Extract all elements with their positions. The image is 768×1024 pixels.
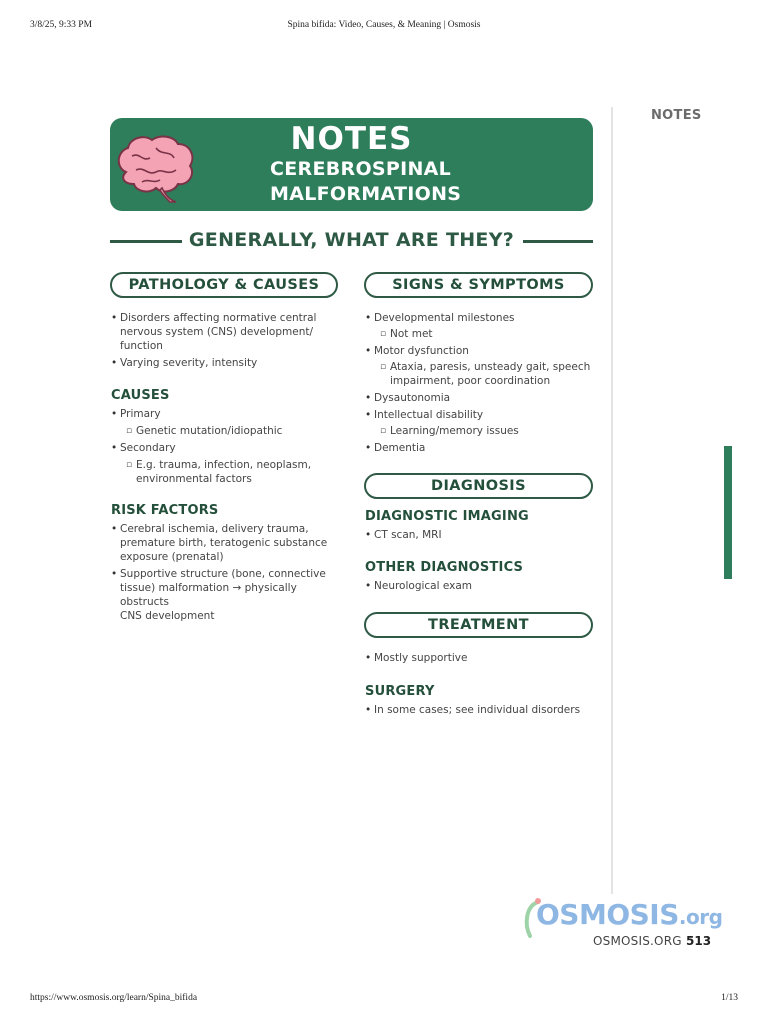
list-subitem: ▫ Not met	[365, 327, 600, 341]
signs-list	[365, 311, 600, 455]
surgery-list	[365, 703, 600, 717]
pathology-causes-pill: PATHOLOGY & CAUSES	[110, 272, 338, 298]
banner-title: NOTES	[290, 121, 413, 157]
list-item: • Motor dysfunction	[365, 344, 600, 358]
side-notes-label: NOTES	[651, 108, 702, 123]
list-subitem: ▫ E.g. trauma, infection, neoplasm, environmental factors	[111, 458, 346, 486]
list-item: • Dysautonomia	[365, 391, 600, 405]
causes-list	[111, 407, 346, 486]
risk-factors-heading: RISK FACTORS	[111, 503, 219, 518]
list-item: • Dementia	[365, 441, 600, 455]
list-item: • Intellectual disability	[365, 408, 600, 422]
list-item: • Cerebral ischemia, delivery trauma, premature birth, teratogenic substance exposure (prenatal)	[111, 522, 346, 564]
banner-subtitle-line2: MALFORMATIONS	[270, 183, 462, 205]
list-item: • CT scan, MRI	[365, 528, 600, 542]
list-item: • In some cases; see individual disorders	[365, 703, 600, 717]
diagnosis-pill: DIAGNOSIS	[364, 473, 593, 499]
imaging-list	[365, 528, 600, 542]
list-subitem: ▫ Ataxia, paresis, unsteady gait, speech impairment, poor coordination	[365, 360, 600, 388]
site-label: OSMOSIS.ORG	[593, 934, 682, 948]
risk-factors-list	[111, 522, 346, 623]
banner-subtitle-line1: CEREBROSPINAL	[270, 158, 452, 180]
notes-banner	[110, 118, 593, 211]
print-url: https://www.osmosis.org/learn/Spina_bifida	[30, 993, 198, 1003]
section-heading	[110, 229, 593, 255]
causes-heading: CAUSES	[111, 388, 170, 403]
pathology-bullets	[111, 311, 346, 370]
list-item: • Mostly supportive	[365, 651, 600, 665]
print-page-title: Spina bifida: Video, Causes, & Meaning | Osmosis	[287, 20, 481, 30]
other-diagnostics-list	[365, 579, 600, 593]
heading-rule-right	[523, 240, 593, 243]
section-heading-text: GENERALLY, WHAT ARE THEY?	[188, 229, 515, 251]
print-datetime: 3/8/25, 9:33 PM	[30, 20, 93, 30]
list-item: • Primary	[111, 407, 346, 421]
column-divider	[611, 107, 613, 894]
treatment-pill: TREATMENT	[364, 612, 593, 638]
list-subitem: ▫ Genetic mutation/idiopathic	[111, 424, 346, 438]
list-item: • Developmental milestones	[365, 311, 600, 325]
side-tab-marker	[724, 446, 732, 579]
diagnostic-imaging-heading: DIAGNOSTIC IMAGING	[365, 509, 529, 524]
banner-subtitle	[270, 157, 461, 207]
print-page-count: 1/13	[721, 993, 738, 1003]
list-item: • Varying severity, intensity	[111, 356, 346, 370]
other-diagnostics-heading: OTHER DIAGNOSTICS	[365, 560, 524, 575]
list-item: • Secondary	[111, 441, 346, 455]
signs-symptoms-pill: SIGNS & SYMPTOMS	[364, 272, 593, 298]
list-item: • Neurological exam	[365, 579, 600, 593]
list-subitem: ▫ Learning/memory issues	[365, 424, 600, 438]
osmosis-logo-text: OSMOSIS.org	[536, 898, 723, 931]
treatment-list	[365, 651, 600, 665]
list-item: • Supportive structure (bone, connective tissue) malformation → physically obstructs CNS development	[111, 567, 346, 623]
list-item: • Disorders affecting normative central nervous system (CNS) development/ function	[111, 311, 346, 353]
surgery-heading: SURGERY	[365, 684, 435, 699]
page-number: 513	[686, 934, 712, 948]
